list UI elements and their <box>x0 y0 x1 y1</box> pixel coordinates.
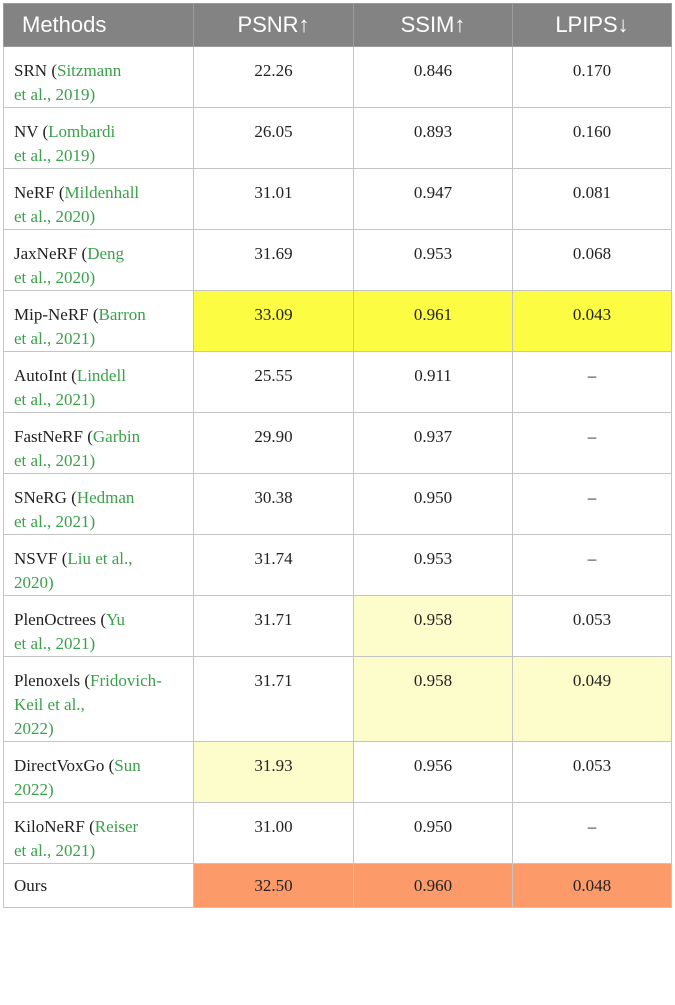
psnr-cell: 31.74 <box>194 535 354 596</box>
header-psnr: PSNR↑ <box>194 4 354 47</box>
method-cell <box>4 864 194 908</box>
table-header <box>4 4 672 47</box>
ssim-cell: 0.953 <box>354 230 513 291</box>
ssim-cell: 0.953 <box>354 535 513 596</box>
header-row <box>4 4 672 47</box>
ssim-cell-ours: 0.960 <box>354 864 513 908</box>
lpips-cell-second: 0.049 <box>513 657 672 742</box>
header-lpips: LPIPS↓ <box>513 4 672 47</box>
citation-link[interactable]: 2022) <box>14 719 54 738</box>
ssim-cell-best: 0.961 <box>354 291 513 352</box>
method-cell: FastNeRF (Garbin et al., 2021) <box>4 413 194 474</box>
citation-link[interactable]: et al., 2021) <box>14 390 96 409</box>
method-name: FastNeRF <box>14 427 83 446</box>
table-row <box>4 474 672 535</box>
lpips-cell: 0.160 <box>513 108 672 169</box>
lpips-cell: 0.053 <box>513 742 672 803</box>
method-name: NSVF <box>14 549 58 568</box>
table-row <box>4 413 672 474</box>
lpips-cell: – <box>513 352 672 413</box>
ssim-cell: 0.950 <box>354 803 513 864</box>
citation-link[interactable]: Deng <box>87 244 125 263</box>
method-cell: AutoInt (Lindell et al., 2021) <box>4 352 194 413</box>
method-cell: SRN (Sitzmann et al., 2019) <box>4 47 194 108</box>
lpips-cell: – <box>513 474 672 535</box>
table-row <box>4 803 672 864</box>
citation-link[interactable]: Liu et al., <box>67 549 133 568</box>
citation-link[interactable]: et al., 2019) <box>14 146 96 165</box>
table-row <box>4 291 672 352</box>
citation-link[interactable]: et al., 2021) <box>14 841 96 860</box>
psnr-cell: 31.00 <box>194 803 354 864</box>
ssim-cell: 0.937 <box>354 413 513 474</box>
citation-link[interactable]: Sitzmann <box>57 61 122 80</box>
table-row <box>4 596 672 657</box>
citation-link[interactable]: Sun <box>114 756 141 775</box>
psnr-cell: 25.55 <box>194 352 354 413</box>
method-name: DirectVoxGo <box>14 756 105 775</box>
psnr-cell: 22.26 <box>194 47 354 108</box>
citation-link[interactable]: 2020) <box>14 573 54 592</box>
citation-link[interactable]: et al., 2021) <box>14 329 96 348</box>
citation-link[interactable]: et al., 2020) <box>14 207 96 226</box>
method-cell: NSVF (Liu et al., 2020) <box>4 535 194 596</box>
method-name: Ours <box>14 876 48 895</box>
psnr-cell-best: 33.09 <box>194 291 354 352</box>
citation-link[interactable]: Yu <box>106 610 125 629</box>
psnr-cell: 26.05 <box>194 108 354 169</box>
header-methods: Methods <box>4 4 194 47</box>
method-name: JaxNeRF <box>14 244 78 263</box>
method-cell: Mip-NeRF (Barron et al., 2021) <box>4 291 194 352</box>
method-name: SNeRG <box>14 488 67 507</box>
method-cell: DirectVoxGo (Sun 2022) <box>4 742 194 803</box>
citation-link[interactable]: et al., 2021) <box>14 451 96 470</box>
table-row-ours <box>4 864 672 908</box>
method-name: Mip-NeRF <box>14 305 89 324</box>
citation-link[interactable]: Lombardi <box>48 122 116 141</box>
citation-link[interactable]: et al., 2020) <box>14 268 96 287</box>
results-table <box>3 3 672 908</box>
table-row <box>4 535 672 596</box>
psnr-cell: 30.38 <box>194 474 354 535</box>
method-name: AutoInt <box>14 366 67 385</box>
method-name: SRN <box>14 61 48 80</box>
method-name: PlenOctrees <box>14 610 97 629</box>
method-cell: KiloNeRF (Reiser et al., 2021) <box>4 803 194 864</box>
method-name: KiloNeRF <box>14 817 85 836</box>
ssim-cell: 0.947 <box>354 169 513 230</box>
lpips-cell: – <box>513 413 672 474</box>
method-cell: NeRF (Mildenhall et al., 2020) <box>4 169 194 230</box>
method-cell: NV (Lombardi et al., 2019) <box>4 108 194 169</box>
citation-link[interactable]: Keil et al., <box>14 695 85 714</box>
table-body <box>4 47 672 908</box>
ssim-cell: 0.956 <box>354 742 513 803</box>
psnr-cell: 31.69 <box>194 230 354 291</box>
ssim-cell: 0.846 <box>354 47 513 108</box>
ssim-cell-second: 0.958 <box>354 657 513 742</box>
citation-link[interactable]: Fridovich- <box>90 671 162 690</box>
citation-link[interactable]: et al., 2021) <box>14 634 96 653</box>
psnr-cell-second: 31.93 <box>194 742 354 803</box>
lpips-cell: 0.081 <box>513 169 672 230</box>
table-row <box>4 742 672 803</box>
psnr-cell-ours: 32.50 <box>194 864 354 908</box>
method-name: NV <box>14 122 39 141</box>
citation-link[interactable]: et al., 2019) <box>14 85 96 104</box>
method-name: NeRF <box>14 183 55 202</box>
method-cell: PlenOctrees (Yu et al., 2021) <box>4 596 194 657</box>
table-row <box>4 47 672 108</box>
table-row <box>4 230 672 291</box>
table-row <box>4 108 672 169</box>
lpips-cell: – <box>513 803 672 864</box>
lpips-cell-ours: 0.048 <box>513 864 672 908</box>
citation-link[interactable]: Hedman <box>76 488 135 507</box>
ssim-cell-second: 0.958 <box>354 596 513 657</box>
method-cell: JaxNeRF (Deng et al., 2020) <box>4 230 194 291</box>
lpips-cell: – <box>513 535 672 596</box>
citation-link[interactable]: 2022) <box>14 780 54 799</box>
psnr-cell: 31.01 <box>194 169 354 230</box>
citation-link[interactable]: et al., 2021) <box>14 512 96 531</box>
method-name: Plenoxels <box>14 671 81 690</box>
citation-link[interactable]: Mildenhall <box>64 183 140 202</box>
method-cell: SNeRG (Hedman et al., 2021) <box>4 474 194 535</box>
lpips-cell: 0.068 <box>513 230 672 291</box>
citation-link[interactable]: Barron <box>98 305 146 324</box>
header-ssim: SSIM↑ <box>354 4 513 47</box>
psnr-cell: 29.90 <box>194 413 354 474</box>
ssim-cell: 0.911 <box>354 352 513 413</box>
psnr-cell: 31.71 <box>194 596 354 657</box>
method-cell: Plenoxels (Fridovich- Keil et al., 2022) <box>4 657 194 742</box>
citation-link[interactable]: Reiser <box>94 817 139 836</box>
ssim-cell: 0.893 <box>354 108 513 169</box>
lpips-cell-best: 0.043 <box>513 291 672 352</box>
table-row <box>4 169 672 230</box>
psnr-cell: 31.71 <box>194 657 354 742</box>
ssim-cell: 0.950 <box>354 474 513 535</box>
lpips-cell: 0.053 <box>513 596 672 657</box>
table-row <box>4 352 672 413</box>
table-row <box>4 657 672 742</box>
lpips-cell: 0.170 <box>513 47 672 108</box>
citation-link[interactable]: Garbin <box>92 427 141 446</box>
citation-link[interactable]: Lindell <box>76 366 126 385</box>
